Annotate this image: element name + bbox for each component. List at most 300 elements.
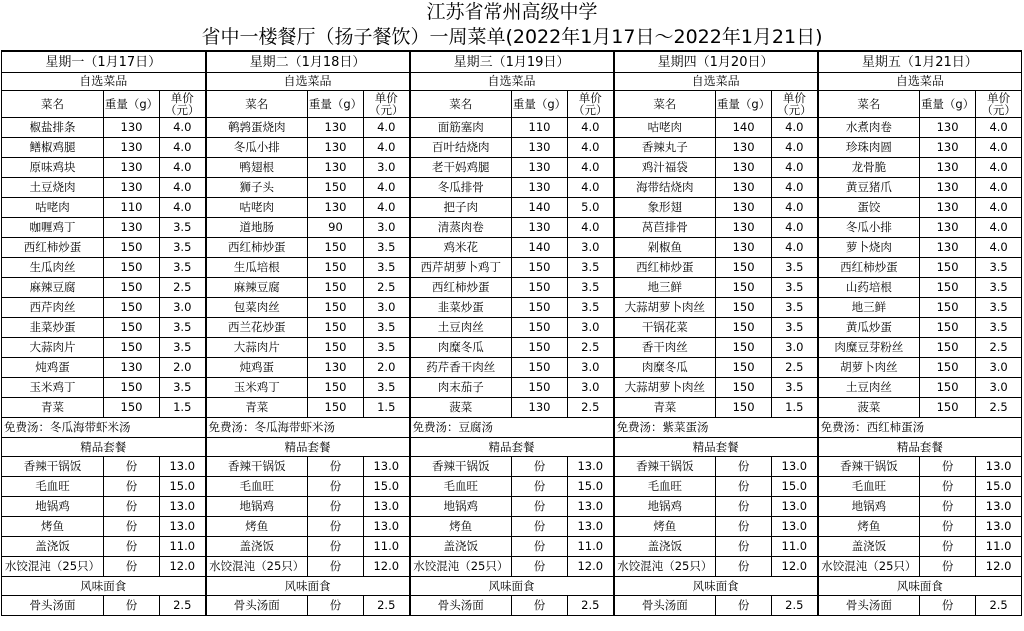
dish-name: 麻辣豆腐 <box>206 278 308 298</box>
noodle-row <box>2 596 1022 616</box>
dish-price: 2.5 <box>568 398 614 418</box>
dish-name: 西红柿炒蛋 <box>818 258 920 278</box>
set-price: 13.0 <box>772 517 818 537</box>
noodle-header-row <box>2 577 1022 596</box>
dish-name: 肉糜冬瓜 <box>614 358 716 378</box>
set-unit: 份 <box>512 477 568 497</box>
set-name: 水饺混沌（25只） <box>206 557 308 577</box>
set-header: 精品套餐 <box>2 438 206 457</box>
dish-name: 鹌鹑蛋烧肉 <box>206 118 308 138</box>
dish-weight: 150 <box>920 298 976 318</box>
dish-name: 包菜肉丝 <box>206 298 308 318</box>
dish-price: 3.5 <box>976 318 1022 338</box>
dish-weight: 130 <box>512 218 568 238</box>
dish-name: 咕咾肉 <box>614 118 716 138</box>
dish-price: 3.0 <box>364 218 410 238</box>
dish-weight: 90 <box>308 218 364 238</box>
dish-price: 4.0 <box>568 218 614 238</box>
col-header-weight: 重量（g） <box>512 91 568 118</box>
col-header-price: 单价（元） <box>772 91 818 118</box>
set-name: 地锅鸡 <box>410 497 512 517</box>
set-header: 精品套餐 <box>614 438 818 457</box>
set-unit: 份 <box>716 517 772 537</box>
dish-name: 肉糜豆芽粉丝 <box>818 338 920 358</box>
dish-price: 3.0 <box>160 298 206 318</box>
dish-price: 3.5 <box>160 258 206 278</box>
day-header: 星期二（1月18日） <box>206 51 410 73</box>
set-price: 15.0 <box>772 477 818 497</box>
set-header: 精品套餐 <box>410 438 614 457</box>
noodle-name: 骨头汤面 <box>206 596 308 616</box>
dish-row <box>2 378 1022 398</box>
dish-price: 3.5 <box>976 298 1022 318</box>
dish-price: 3.5 <box>976 278 1022 298</box>
set-unit: 份 <box>308 557 364 577</box>
dish-weight: 150 <box>308 298 364 318</box>
noodle-header: 风味面食 <box>206 577 410 596</box>
page-subtitle: 省中一楼餐厅（扬子餐饮）一周菜单(2022年1月17日～2022年1月21日) <box>201 26 823 48</box>
set-unit: 份 <box>308 517 364 537</box>
set-row <box>2 497 1022 517</box>
dish-name: 海带结烧肉 <box>614 178 716 198</box>
set-price: 11.0 <box>160 537 206 557</box>
set-name: 地锅鸡 <box>206 497 308 517</box>
set-header-row <box>2 438 1022 457</box>
dish-weight: 150 <box>308 258 364 278</box>
dish-price: 3.5 <box>364 378 410 398</box>
page-title: 江苏省常州高级中学 <box>426 1 598 23</box>
dish-weight: 150 <box>920 258 976 278</box>
dish-price: 3.5 <box>568 298 614 318</box>
dish-price: 4.0 <box>976 218 1022 238</box>
dish-price: 3.5 <box>772 378 818 398</box>
noodle-name: 骨头汤面 <box>614 596 716 616</box>
set-price: 13.0 <box>568 497 614 517</box>
dish-price: 2.0 <box>160 358 206 378</box>
col-header-price: 单价（元） <box>976 91 1022 118</box>
set-name: 地锅鸡 <box>614 497 716 517</box>
dish-weight: 150 <box>716 298 772 318</box>
dish-price: 3.5 <box>160 318 206 338</box>
dish-price: 3.5 <box>364 238 410 258</box>
dish-price: 3.0 <box>568 238 614 258</box>
dish-weight: 150 <box>104 238 160 258</box>
dish-name: 地三鲜 <box>818 298 920 318</box>
dish-weight: 150 <box>104 318 160 338</box>
noodle-unit: 份 <box>716 596 772 616</box>
free-soup: 免费汤：冬瓜海带虾米汤 <box>2 418 206 438</box>
set-unit: 份 <box>920 457 976 477</box>
dish-weight: 130 <box>920 118 976 138</box>
dish-name: 冬瓜小排 <box>206 138 308 158</box>
dish-weight: 150 <box>716 258 772 278</box>
set-unit: 份 <box>512 557 568 577</box>
dish-name: 韭菜炒蛋 <box>410 298 512 318</box>
dish-price: 3.5 <box>772 298 818 318</box>
dish-weight: 130 <box>920 218 976 238</box>
dish-weight: 150 <box>104 258 160 278</box>
set-row <box>2 457 1022 477</box>
dish-price: 4.0 <box>772 238 818 258</box>
dish-weight: 150 <box>512 278 568 298</box>
dish-weight: 150 <box>104 338 160 358</box>
dish-row <box>2 198 1022 218</box>
dish-name: 水煮肉卷 <box>818 118 920 138</box>
dish-weight: 130 <box>104 118 160 138</box>
dish-name: 黄瓜炒蛋 <box>818 318 920 338</box>
dish-price: 2.5 <box>976 338 1022 358</box>
set-price: 13.0 <box>364 517 410 537</box>
set-price: 13.0 <box>976 497 1022 517</box>
dish-name: 炖鸡蛋 <box>2 358 104 378</box>
set-price: 13.0 <box>160 457 206 477</box>
dish-weight: 150 <box>920 398 976 418</box>
dish-weight: 130 <box>512 398 568 418</box>
dish-weight: 130 <box>308 138 364 158</box>
dish-price: 2.5 <box>364 278 410 298</box>
dish-name: 剁椒鱼 <box>614 238 716 258</box>
dish-name: 咖喱鸡丁 <box>2 218 104 238</box>
dish-weight: 150 <box>716 278 772 298</box>
col-header-name: 菜名 <box>818 91 920 118</box>
dish-price: 3.0 <box>772 338 818 358</box>
dish-price: 2.5 <box>160 278 206 298</box>
dish-name: 西芹胡萝卜鸡丁 <box>410 258 512 278</box>
dish-weight: 130 <box>716 158 772 178</box>
noodle-name: 骨头汤面 <box>410 596 512 616</box>
dish-weight: 130 <box>104 358 160 378</box>
dish-price: 4.0 <box>364 138 410 158</box>
dish-price: 4.0 <box>568 138 614 158</box>
set-price: 12.0 <box>976 557 1022 577</box>
dish-price: 4.0 <box>976 238 1022 258</box>
set-price: 13.0 <box>568 457 614 477</box>
set-name: 水饺混沌（25只） <box>410 557 512 577</box>
dish-weight: 150 <box>104 298 160 318</box>
set-price: 13.0 <box>976 457 1022 477</box>
set-row <box>2 537 1022 557</box>
dish-price: 4.0 <box>160 118 206 138</box>
dish-weight: 150 <box>308 178 364 198</box>
col-header-weight: 重量（g） <box>716 91 772 118</box>
set-unit: 份 <box>308 537 364 557</box>
dish-name: 西红柿炒蛋 <box>2 238 104 258</box>
set-unit: 份 <box>104 537 160 557</box>
dish-price: 3.5 <box>772 318 818 338</box>
dish-name: 椒盐排条 <box>2 118 104 138</box>
dish-price: 4.0 <box>772 198 818 218</box>
set-name: 毛血旺 <box>818 477 920 497</box>
section-header: 自选菜品 <box>614 73 818 91</box>
dish-price: 4.0 <box>772 138 818 158</box>
dish-price: 3.5 <box>772 278 818 298</box>
noodle-name: 骨头汤面 <box>818 596 920 616</box>
dish-price: 3.5 <box>568 278 614 298</box>
dish-name: 龙骨脆 <box>818 158 920 178</box>
set-name: 毛血旺 <box>206 477 308 497</box>
set-unit: 份 <box>920 557 976 577</box>
col-header-price: 单价（元） <box>160 91 206 118</box>
dish-weight: 150 <box>920 358 976 378</box>
dish-weight: 150 <box>104 398 160 418</box>
dish-price: 3.5 <box>364 338 410 358</box>
set-name: 烤鱼 <box>410 517 512 537</box>
dish-name: 西芹肉丝 <box>2 298 104 318</box>
dish-price: 4.0 <box>976 118 1022 138</box>
dish-name: 地三鲜 <box>614 278 716 298</box>
noodle-header: 风味面食 <box>410 577 614 596</box>
dish-price: 3.5 <box>364 258 410 278</box>
set-name: 盖浇饭 <box>614 537 716 557</box>
set-price: 13.0 <box>772 497 818 517</box>
set-price: 11.0 <box>364 537 410 557</box>
dish-name: 鳝椒鸡腿 <box>2 138 104 158</box>
dish-weight: 150 <box>920 278 976 298</box>
dish-name: 面筋塞肉 <box>410 118 512 138</box>
dish-weight: 130 <box>512 158 568 178</box>
set-unit: 份 <box>104 517 160 537</box>
set-price: 12.0 <box>364 557 410 577</box>
set-price: 13.0 <box>568 517 614 537</box>
dish-weight: 140 <box>716 118 772 138</box>
set-row <box>2 517 1022 537</box>
set-price: 11.0 <box>976 537 1022 557</box>
dish-weight: 130 <box>920 238 976 258</box>
dish-weight: 130 <box>920 158 976 178</box>
col-header-name: 菜名 <box>614 91 716 118</box>
noodle-price: 2.5 <box>364 596 410 616</box>
dish-weight: 150 <box>104 278 160 298</box>
dish-name: 青菜 <box>206 398 308 418</box>
dish-weight: 150 <box>512 338 568 358</box>
weekly-menu-table <box>1 50 1022 616</box>
dish-price: 2.5 <box>568 338 614 358</box>
dish-weight: 130 <box>716 138 772 158</box>
dish-name: 山药培根 <box>818 278 920 298</box>
noodle-header: 风味面食 <box>818 577 1022 596</box>
dish-name: 大蒜肉片 <box>206 338 308 358</box>
dish-name: 象形翅 <box>614 198 716 218</box>
set-unit: 份 <box>512 497 568 517</box>
dish-name: 大蒜肉片 <box>2 338 104 358</box>
dish-weight: 130 <box>308 118 364 138</box>
dish-weight: 130 <box>512 138 568 158</box>
dish-name: 黄豆猪爪 <box>818 178 920 198</box>
dish-row <box>2 218 1022 238</box>
dish-weight: 150 <box>512 358 568 378</box>
dish-price: 3.5 <box>772 258 818 278</box>
dish-name: 青菜 <box>2 398 104 418</box>
dish-name: 生瓜培根 <box>206 258 308 278</box>
col-header-price: 单价（元） <box>568 91 614 118</box>
dish-row <box>2 338 1022 358</box>
dish-price: 3.5 <box>160 218 206 238</box>
dish-row <box>2 358 1022 378</box>
dish-price: 1.5 <box>772 398 818 418</box>
set-name: 盖浇饭 <box>2 537 104 557</box>
set-price: 15.0 <box>160 477 206 497</box>
dish-price: 3.0 <box>364 158 410 178</box>
dish-price: 4.0 <box>160 178 206 198</box>
section-header: 自选菜品 <box>410 73 614 91</box>
dish-row <box>2 278 1022 298</box>
set-price: 13.0 <box>364 457 410 477</box>
set-name: 毛血旺 <box>2 477 104 497</box>
dish-weight: 150 <box>308 318 364 338</box>
dish-name: 原味鸡块 <box>2 158 104 178</box>
dish-name: 香干肉丝 <box>614 338 716 358</box>
dish-price: 4.0 <box>568 158 614 178</box>
noodle-name: 骨头汤面 <box>2 596 104 616</box>
set-price: 15.0 <box>976 477 1022 497</box>
dish-price: 3.0 <box>976 358 1022 378</box>
day-header: 星期四（1月20日） <box>614 51 818 73</box>
set-unit: 份 <box>104 457 160 477</box>
col-header-name: 菜名 <box>206 91 308 118</box>
set-unit: 份 <box>512 457 568 477</box>
dish-name: 西兰花炒蛋 <box>206 318 308 338</box>
dish-price: 4.0 <box>364 118 410 138</box>
dish-price: 1.5 <box>160 398 206 418</box>
set-name: 水饺混沌（25只） <box>614 557 716 577</box>
dish-weight: 150 <box>512 318 568 338</box>
section-header: 自选菜品 <box>206 73 410 91</box>
day-header: 星期一（1月17日） <box>2 51 206 73</box>
set-unit: 份 <box>104 497 160 517</box>
dish-name: 咕咾肉 <box>2 198 104 218</box>
dish-weight: 130 <box>920 138 976 158</box>
set-name: 香辣干锅饭 <box>410 457 512 477</box>
dish-name: 冬瓜排骨 <box>410 178 512 198</box>
dish-name: 玉米鸡丁 <box>2 378 104 398</box>
section-header: 自选菜品 <box>2 73 206 91</box>
dish-weight: 130 <box>308 358 364 378</box>
dish-row <box>2 118 1022 138</box>
dish-price: 4.0 <box>772 178 818 198</box>
noodle-unit: 份 <box>512 596 568 616</box>
dish-price: 3.5 <box>160 338 206 358</box>
column-header-row <box>2 91 1022 118</box>
dish-weight: 130 <box>716 198 772 218</box>
dish-price: 3.5 <box>364 318 410 338</box>
dish-weight: 130 <box>512 178 568 198</box>
dish-name: 西红柿炒蛋 <box>410 278 512 298</box>
dish-weight: 150 <box>308 338 364 358</box>
dish-price: 5.0 <box>568 198 614 218</box>
dish-name: 药芹香干肉丝 <box>410 358 512 378</box>
noodle-price: 2.5 <box>772 596 818 616</box>
dish-price: 4.0 <box>160 158 206 178</box>
dish-weight: 130 <box>716 218 772 238</box>
set-price: 12.0 <box>160 557 206 577</box>
dish-name: 冬瓜小排 <box>818 218 920 238</box>
set-header: 精品套餐 <box>206 438 410 457</box>
set-name: 烤鱼 <box>818 517 920 537</box>
dish-name: 菠菜 <box>818 398 920 418</box>
dish-name: 狮子头 <box>206 178 308 198</box>
set-price: 13.0 <box>976 517 1022 537</box>
noodle-header: 风味面食 <box>614 577 818 596</box>
dish-price: 3.5 <box>568 258 614 278</box>
dish-name: 鸭翅根 <box>206 158 308 178</box>
dish-name: 菠菜 <box>410 398 512 418</box>
dish-name: 青菜 <box>614 398 716 418</box>
dish-weight: 140 <box>512 198 568 218</box>
set-price: 15.0 <box>364 477 410 497</box>
set-name: 香辣干锅饭 <box>2 457 104 477</box>
dish-name: 大蒜胡萝卜肉丝 <box>614 298 716 318</box>
dish-price: 3.0 <box>568 378 614 398</box>
dish-price: 4.0 <box>976 198 1022 218</box>
dish-price: 3.0 <box>568 358 614 378</box>
dish-weight: 150 <box>104 378 160 398</box>
section-header-row <box>2 73 1022 91</box>
free-soup: 免费汤：豆腐汤 <box>410 418 614 438</box>
dish-price: 4.0 <box>976 158 1022 178</box>
set-unit: 份 <box>308 477 364 497</box>
dish-price: 3.0 <box>976 378 1022 398</box>
dish-row <box>2 178 1022 198</box>
dish-row <box>2 398 1022 418</box>
dish-weight: 150 <box>308 238 364 258</box>
set-unit: 份 <box>920 497 976 517</box>
noodle-unit: 份 <box>308 596 364 616</box>
free-soup: 免费汤：冬瓜海带虾米汤 <box>206 418 410 438</box>
set-name: 水饺混沌（25只） <box>2 557 104 577</box>
col-header-weight: 重量（g） <box>920 91 976 118</box>
dish-weight: 110 <box>512 118 568 138</box>
day-header: 星期五（1月21日） <box>818 51 1022 73</box>
dish-weight: 130 <box>104 158 160 178</box>
dish-name: 西红柿炒蛋 <box>206 238 308 258</box>
dish-name: 珍珠肉圆 <box>818 138 920 158</box>
dish-name: 土豆肉丝 <box>818 378 920 398</box>
dish-weight: 150 <box>716 378 772 398</box>
dish-weight: 130 <box>716 238 772 258</box>
set-unit: 份 <box>716 557 772 577</box>
dish-weight: 150 <box>512 298 568 318</box>
dish-price: 4.0 <box>976 178 1022 198</box>
dish-weight: 150 <box>920 378 976 398</box>
dish-price: 2.5 <box>772 358 818 378</box>
dish-name: 鸡汁福袋 <box>614 158 716 178</box>
dish-price: 3.0 <box>568 318 614 338</box>
dish-name: 西红柿炒蛋 <box>614 258 716 278</box>
dish-weight: 130 <box>308 198 364 218</box>
dish-weight: 150 <box>920 318 976 338</box>
set-unit: 份 <box>512 517 568 537</box>
dish-weight: 150 <box>920 338 976 358</box>
dish-weight: 130 <box>308 158 364 178</box>
noodle-price: 2.5 <box>160 596 206 616</box>
soup-row <box>2 418 1022 438</box>
set-price: 12.0 <box>568 557 614 577</box>
dish-price: 4.0 <box>364 198 410 218</box>
set-unit: 份 <box>920 517 976 537</box>
dish-price: 4.0 <box>772 118 818 138</box>
dish-row <box>2 238 1022 258</box>
dish-name: 麻辣豆腐 <box>2 278 104 298</box>
dish-name: 蛋饺 <box>818 198 920 218</box>
dish-weight: 110 <box>104 198 160 218</box>
dish-weight: 130 <box>104 178 160 198</box>
dish-weight: 140 <box>512 238 568 258</box>
dish-name: 玉米鸡丁 <box>206 378 308 398</box>
set-unit: 份 <box>512 537 568 557</box>
dish-weight: 150 <box>716 318 772 338</box>
dish-price: 4.0 <box>568 118 614 138</box>
set-price: 13.0 <box>364 497 410 517</box>
